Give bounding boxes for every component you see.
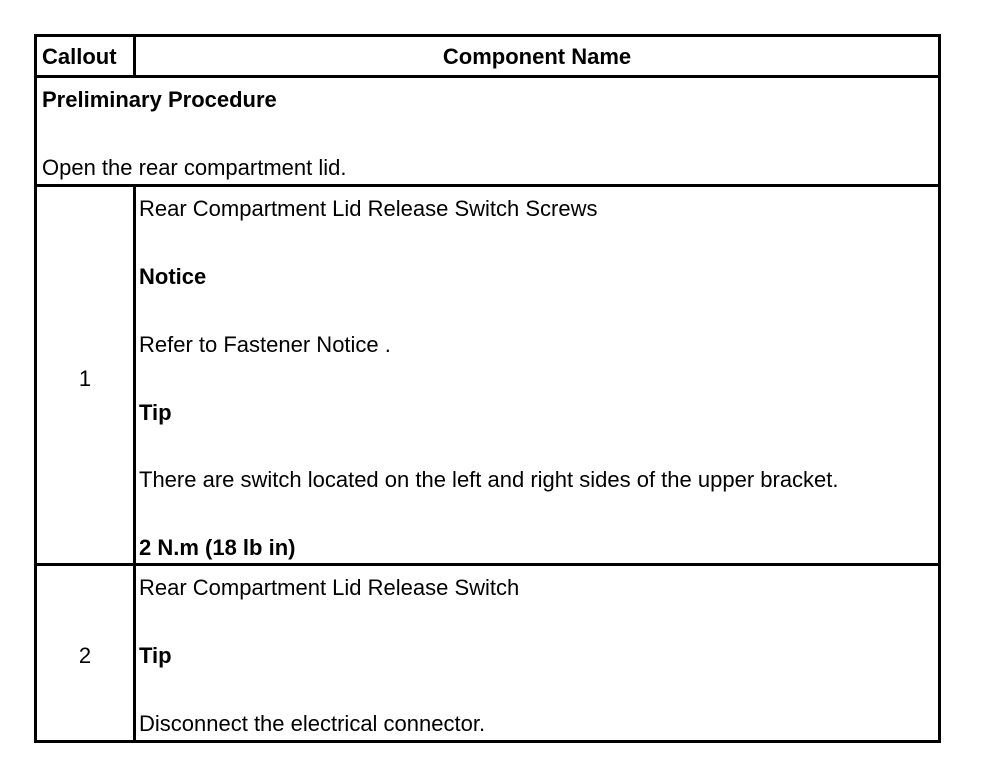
row2-tip-text: Disconnect the electrical connector. <box>139 711 486 736</box>
row1-divider <box>37 563 938 566</box>
row1-component-name: Rear Compartment Lid Release Switch Screws <box>139 196 598 221</box>
header-divider <box>37 75 938 78</box>
row1-tip-label: Tip <box>139 400 172 425</box>
row1-callout: 1 <box>78 366 92 391</box>
row2-component-name: Rear Compartment Lid Release Switch <box>139 575 520 600</box>
row2-tip-label: Tip <box>139 643 172 668</box>
preliminary-divider <box>37 184 938 187</box>
row1-torque: 2 N.m (18 lb in) <box>139 535 296 560</box>
row1-notice-label: Notice <box>139 264 207 289</box>
header-component-name: Component Name <box>442 44 632 69</box>
header-callout: Callout <box>42 44 117 69</box>
preliminary-text: Open the rear compartment lid. <box>42 155 347 180</box>
row2-callout: 2 <box>78 643 92 668</box>
preliminary-title: Preliminary Procedure <box>42 87 277 112</box>
body-column-divider <box>133 184 136 743</box>
procedure-table <box>34 34 941 743</box>
row1-notice-text: Refer to Fastener Notice . <box>139 332 391 357</box>
row1-tip-text: There are switch located on the left and right sides of the upper bracket. <box>139 467 839 492</box>
